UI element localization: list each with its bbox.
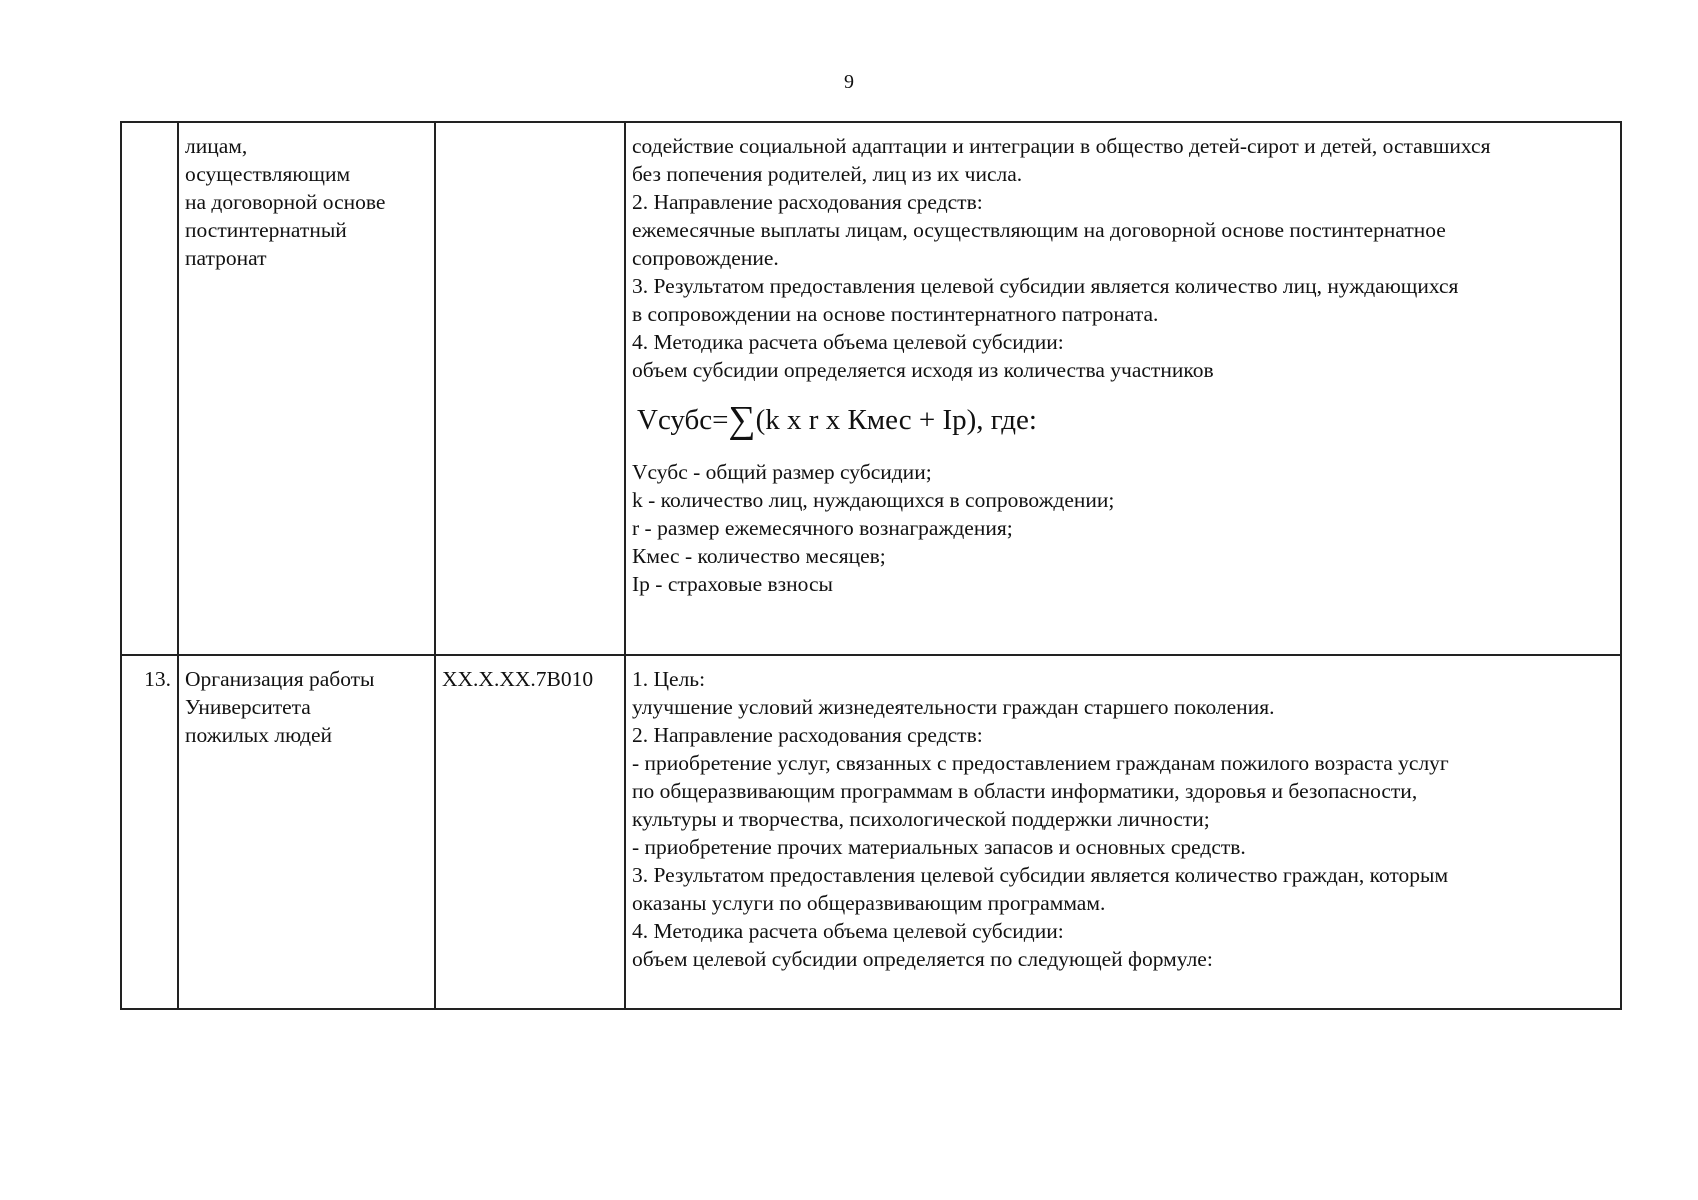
description-line: в сопровождении на основе постинтернатного патроната. <box>632 302 1159 326</box>
description-line: 2. Направление расходования средств: <box>632 190 983 214</box>
formula-legend-line: Iр - страховые взносы <box>632 572 833 596</box>
table-row <box>121 655 1621 1009</box>
description-line: объем целевой субсидии определяется по следующей формуле: <box>632 947 1213 971</box>
row-description <box>625 655 1621 1009</box>
row-name-line: пожилых людей <box>185 723 333 747</box>
description-line: оказаны услуги по общеразвивающим программам. <box>632 891 1106 915</box>
row-number: 13. <box>121 655 178 1009</box>
row-number <box>121 122 178 655</box>
description-line: 3. Результатом предоставления целевой субсидии является количество лиц, нуждающихся <box>632 274 1459 298</box>
row-name-line: осуществляющим <box>185 162 351 186</box>
row-name-line: на договорной основе <box>185 190 386 214</box>
description-line: - приобретение услуг, связанных с предоставлением гражданам пожилого возраста услуг <box>632 751 1449 775</box>
row-code <box>435 122 625 655</box>
row-name-line: патронат <box>185 246 267 270</box>
description-line: - приобретение прочих материальных запасов и основных средств. <box>632 835 1246 859</box>
formula-legend-line: r - размер ежемесячного вознаграждения; <box>632 516 1013 540</box>
description-line: 1. Цель: <box>632 667 706 691</box>
description-line: без попечения родителей, лиц из их числа. <box>632 162 1023 186</box>
subsidy-formula <box>637 399 1614 441</box>
description-line: объем субсидии определяется исходя из количества участников <box>632 358 1214 382</box>
row-name-line: постинтернатный <box>185 218 347 242</box>
sigma-symbol: ∑ <box>728 399 756 441</box>
page-number: 9 <box>844 71 854 93</box>
subsidy-table <box>120 121 1622 1010</box>
row-name-line: Университета <box>185 695 311 719</box>
description-line: содействие социальной адаптации и интеграции в общество детей-сирот и детей, оставшихся <box>632 134 1491 158</box>
description-line: 3. Результатом предоставления целевой субсидии является количество граждан, которым <box>632 863 1449 887</box>
formula-legend-line: k - количество лиц, нуждающихся в сопровождении; <box>632 488 1115 512</box>
description-line: 2. Направление расходования средств: <box>632 723 983 747</box>
row-name <box>178 655 435 1009</box>
description-line: ежемесячные выплаты лицам, осуществляющим на договорной основе постинтернатное <box>632 218 1446 242</box>
description-line: 4. Методика расчета объема целевой субсидии: <box>632 330 1064 354</box>
formula-legend-line: Кмес - количество месяцев; <box>632 544 886 568</box>
formula-body: (k х r х Кмес + Iр), где: <box>755 404 1037 436</box>
row-name <box>178 122 435 655</box>
row-name-line: лицам, <box>185 134 248 158</box>
description-line: сопровождение. <box>632 246 779 270</box>
table-row <box>121 122 1621 655</box>
description-line: по общеразвивающим программам в области информатики, здоровья и безопасности, <box>632 779 1418 803</box>
row-name-line: Организация работы <box>185 667 375 691</box>
row-code: ХХ.Х.ХХ.7В010 <box>435 655 625 1009</box>
formula-legend-line: Vсубс - общий размер субсидии; <box>632 460 932 484</box>
row-description <box>625 122 1621 655</box>
description-line: 4. Методика расчета объема целевой субсидии: <box>632 919 1064 943</box>
description-line: улучшение условий жизнедеятельности граждан старшего поколения. <box>632 695 1275 719</box>
description-line: культуры и творчества, психологической поддержки личности; <box>632 807 1210 831</box>
formula-prefix: Vсубс= <box>637 404 729 436</box>
